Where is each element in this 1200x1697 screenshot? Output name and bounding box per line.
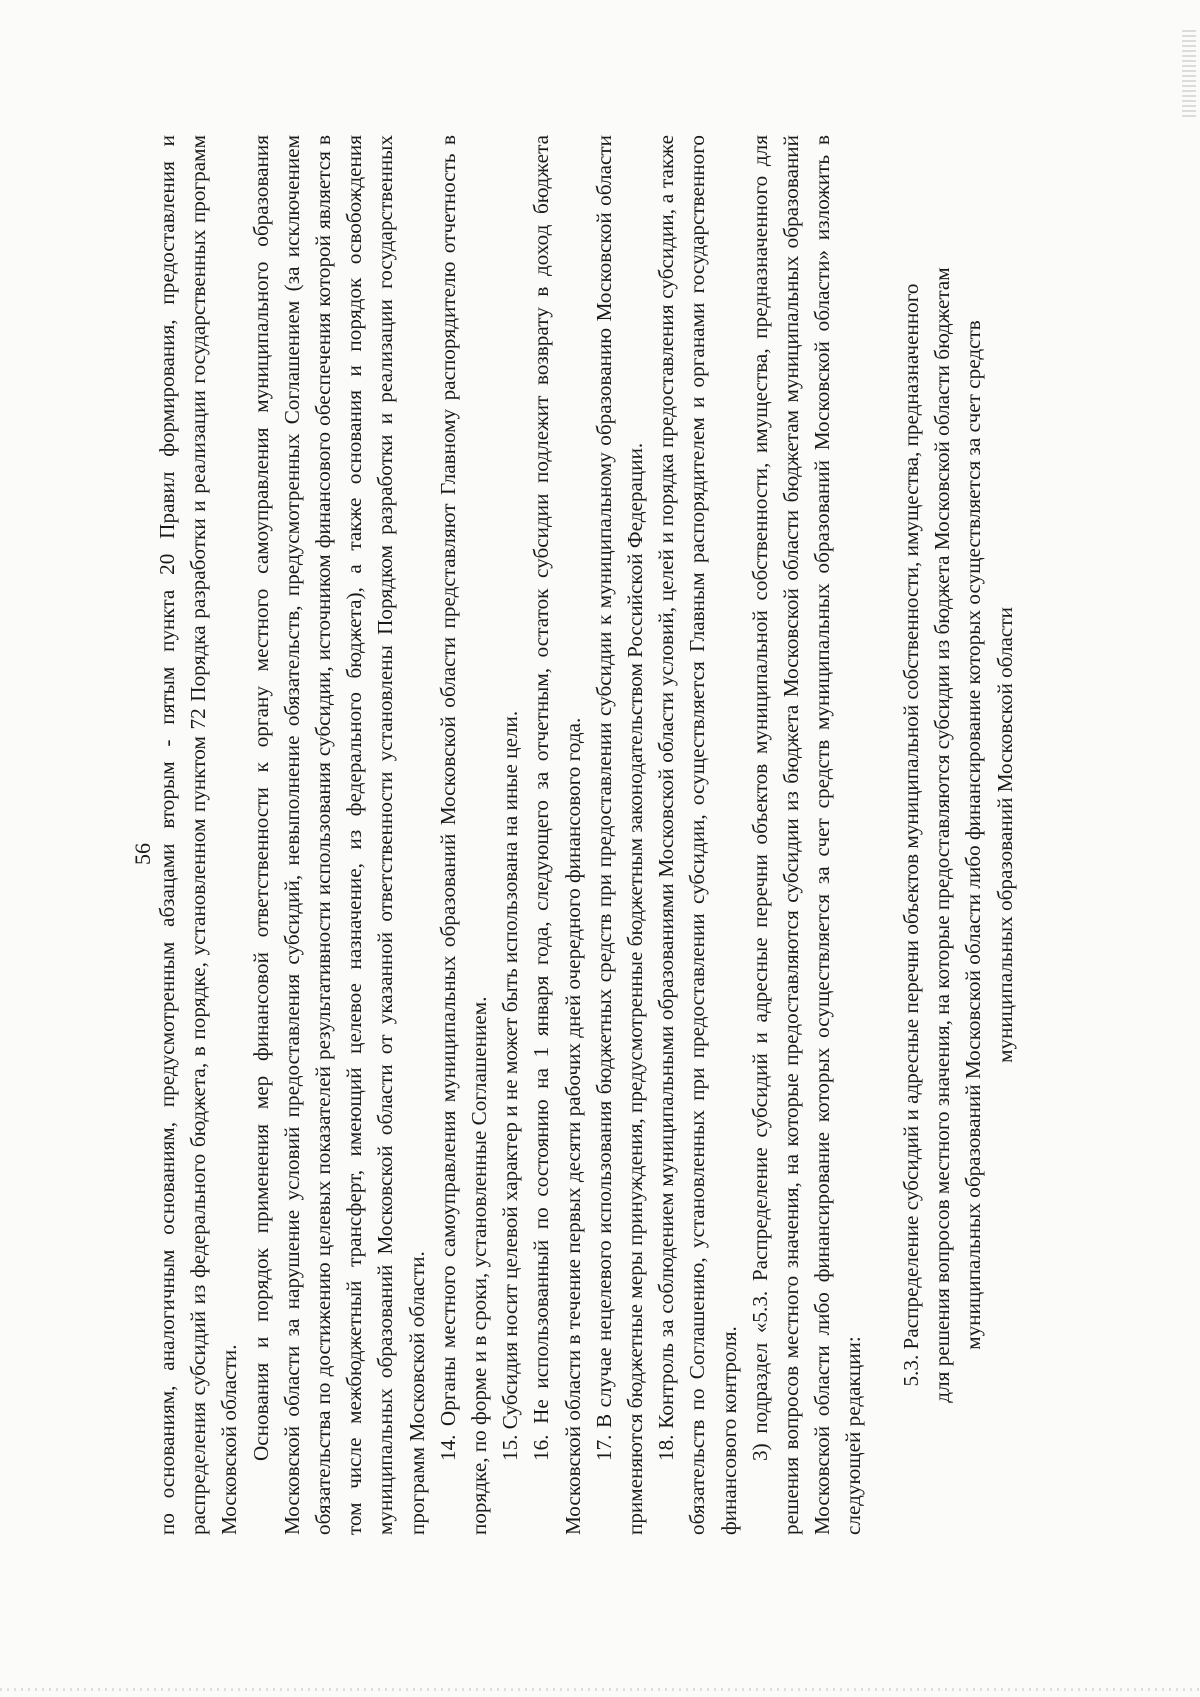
paragraph-liability: Основания и порядок применения мер финансовой ответственности к органу местного самоуправления муниципального образования Московской области за нарушение условий предоставления субсидий, невыполнение обязательств, предусмотренных Соглашением (за исключением обязательства по достижению целевых показателей результативности использования субсидии, источником финансового обеспечения которой является в том числе межбюджетный трансферт, имеющий целевое назначение, из федерального бюджета), а также основания и порядок освобождения муниципальных образований Московской области от указанной ответственности установлены Порядком разработки и реализации государственных программ Московской области.: [248, 135, 429, 1535]
heading-line-3: муниципальных образований Московской области либо финансирование которых осуществляется за счет средств: [961, 320, 986, 1350]
document-body: [152, 135, 870, 1535]
scan-bottom-dots: [0, 1688, 1200, 1691]
heading-line-1: 5.3. Распределение субсидий и адресные перечни объектов муниципальной собственности, имущества, предназначенного: [899, 283, 923, 1387]
paragraph-item-18: 18. Контроль за соблюдением муниципальными образованиями Московской области условий, целей и порядка предоставления субсидии, а также обязательств по Соглашению, установленных при предоставлении субсидии, осуществляется Главным распорядителем и органами государственного финансового контроля.: [654, 135, 741, 1535]
heading-line-4: муниципальных образований Московской области: [992, 607, 1017, 1063]
paragraph-item-15: 15. Субсидия носит целевой характер и не может быть использована на иные цели.: [498, 710, 523, 1461]
paragraph-item-17: 17. В случае нецелевого использования бюджетных средств при предоставлении субсидии к муниципальному образованию Московской области применяются бюджетные меры принуждения, предусмотренные бюджетным законодательством Российской Федерации.: [591, 135, 648, 1535]
page-number: 56: [130, 843, 155, 865]
paragraph-subsection-3: 3) подраздел «5.3. Распределение субсидий и адресные перечни объектов муниципальной собственности, имущества, предназначенного для решения вопросов местного значения, на которые предоставляются субсидии из бюджета Московской области бюджетам муниципальных образований Московской области либо финансирование которых осуществляется за счет средств муниципальных образований Московской области» изложить в следующей редакции:: [747, 135, 866, 1535]
section-heading: [896, 135, 1021, 1535]
heading-line-2: для решения вопросов местного значения, на которые предоставляются субсидии из бюджета Московской области бюджетам: [930, 267, 955, 1403]
paragraph-item-14: 14. Органы местного самоуправления муниципальных образований Московской области представляют Главному распорядителю отчетность в порядке, по форме и в сроки, установленные Соглашением.: [435, 135, 492, 1535]
scan-edge-marks: [1182, 30, 1196, 120]
paragraph-continuation: по основаниям, аналогичным основаниям, предусмотренным абзацами вторым - пятым пункта 20 Правил формирования, предоставления и распределения субсидий из федерального бюджета, в порядке, установленном пунктом 72 Порядка разработки и реализации государственных программ Московской области.: [155, 135, 242, 1535]
rotated-document-sheet: [100, 75, 1100, 1595]
paragraph-item-16: 16. Не использованный по состоянию на 1 января года, следующего за отчетным, остаток субсидии подлежит возврату в доход бюджета Московской области в течение первых десяти рабочих дней очередного финансового года.: [529, 135, 585, 1535]
